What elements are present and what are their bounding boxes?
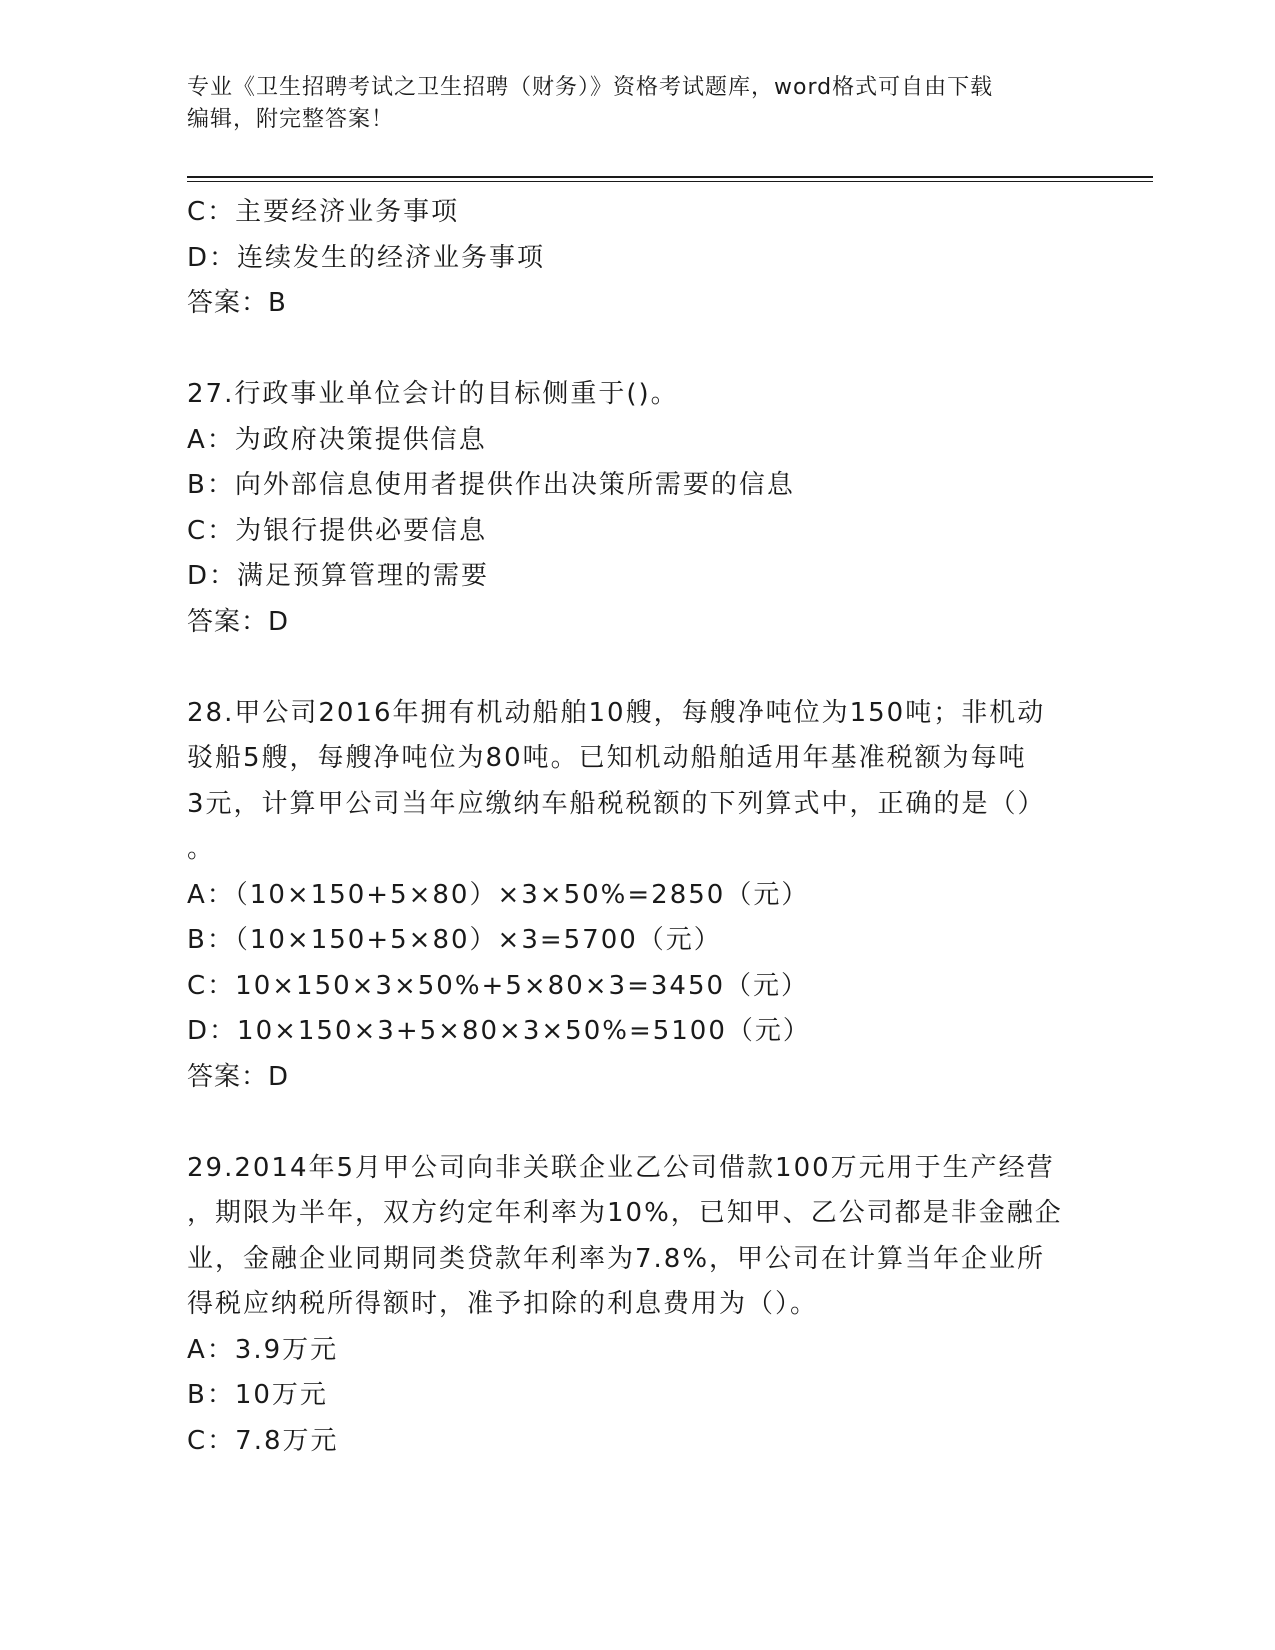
- option-a: A：（10×150+5×80）×3×50%=2850（元）: [187, 879, 810, 910]
- spacer: [187, 327, 1087, 373]
- question-29: [187, 1146, 1087, 1465]
- option-c: C：7.8万元: [187, 1425, 339, 1456]
- question-stem-line: ，期限为半年，双方约定年利率为10%，已知甲、乙公司都是非金融企: [187, 1198, 1063, 1228]
- header-line-1: 专业《卫生招聘考试之卫生招聘（财务）》资格考试题库，word格式可自由下载: [187, 75, 994, 100]
- question-stem-line: 。: [187, 834, 216, 864]
- option-a: A：为政府决策提供信息: [187, 424, 487, 455]
- question-stem-line: 3元，计算甲公司当年应缴纳车船税税额的下列算式中，正确的是（）: [187, 788, 1046, 819]
- question-stem-line: 驳船5艘，每艘净吨位为80吨。已知机动船舶适用年基准税额为每吨: [187, 743, 1027, 773]
- question-27: [187, 372, 1087, 645]
- header-line-2: 编辑，附完整答案！: [187, 107, 395, 132]
- option-c: C：主要经济业务事项: [187, 197, 460, 227]
- header-rule-thin: [187, 181, 1153, 182]
- spacer: [187, 1100, 1087, 1146]
- question-28: [187, 691, 1087, 1101]
- spacer: [187, 645, 1087, 691]
- question-26-continued: [187, 190, 1087, 327]
- option-d: D：连续发生的经济业务事项: [187, 242, 546, 273]
- question-content: [187, 190, 1087, 1464]
- answer-line: 答案：D: [187, 1061, 290, 1092]
- option-c: C：10×150×3×50%+5×80×3=3450（元）: [187, 970, 810, 1001]
- question-stem-line: 得税应纳税所得额时，准予扣除的利息费用为（）。: [187, 1289, 819, 1319]
- question-stem-line: 29.2014年5月甲公司向非关联企业乙公司借款100万元用于生产经营: [187, 1152, 1055, 1183]
- option-b: B：10万元: [187, 1380, 328, 1410]
- option-c: C：为银行提供必要信息: [187, 515, 488, 546]
- question-stem-line: 业，金融企业同期同类贷款年利率为7.8%，甲公司在计算当年企业所: [187, 1243, 1046, 1274]
- page-header: [187, 72, 1087, 136]
- header-rule-thick: [187, 176, 1153, 178]
- option-d: D：10×150×3+5×80×3×50%=5100（元）: [187, 1016, 811, 1046]
- option-b: B：向外部信息使用者提供作出决策所需要的信息: [187, 470, 795, 500]
- answer-line: 答案：B: [187, 288, 287, 318]
- question-stem-line: 28.甲公司2016年拥有机动船舶10艘，每艘净吨位为150吨；非机动: [187, 697, 1046, 728]
- answer-line: 答案：D: [187, 606, 290, 637]
- question-stem-line: 27.行政事业单位会计的目标侧重于()。: [187, 379, 679, 409]
- option-d: D：满足预算管理的需要: [187, 561, 490, 591]
- option-a: A：3.9万元: [187, 1334, 339, 1365]
- option-b: B：（10×150+5×80）×3=5700（元）: [187, 925, 722, 955]
